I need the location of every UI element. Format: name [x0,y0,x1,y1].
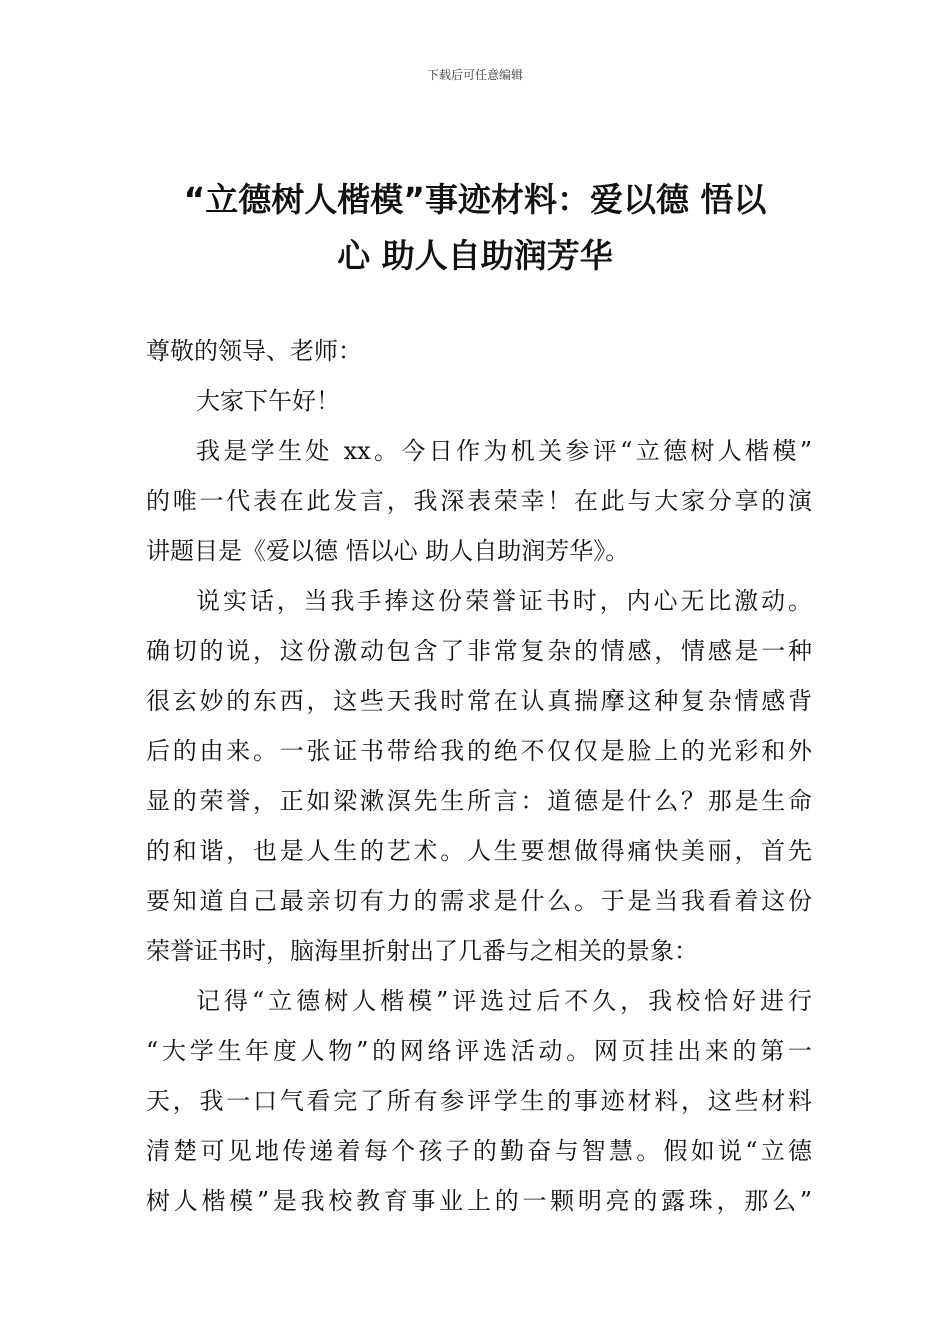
document-title [130,172,820,284]
paragraph-line: 的唯一代表在此发言，我深表荣幸！在此与大家分享的演 [146,487,812,515]
paragraph-line: 显的荣誉，正如梁漱溟先生所言：道德是什么？那是生命 [146,787,812,815]
paragraph-line: 确切的说，这份激动包含了非常复杂的情感，情感是一种 [146,637,812,665]
title-line-1: “立德树人楷模”事迹材料：爱以德 悟以 [183,180,767,219]
paragraph-line: 后的由来。一张证书带给我的绝不仅仅是脸上的光彩和外 [146,737,812,765]
document-body [146,326,812,1226]
paragraph-line: 要知道自己最亲切有力的需求是什么。于是当我看着这份 [146,887,812,915]
paragraph-intro [146,426,812,576]
salutation: 尊敬的领导、老师： [146,337,362,365]
paragraph-line: 的和谐，也是人生的艺术。人生要想做得痛快美丽，首先 [146,837,812,865]
paragraph-line: 树人楷模”是我校教育事业上的一颗明亮的露珠，那么” [146,1187,812,1215]
header-note: 下载后可任意编辑 [426,68,523,82]
greeting: 大家下午好！ [196,387,340,415]
paragraph-line: 很玄妙的东西，这些天我时常在认真揣摩这种复杂情感背 [146,687,812,715]
paragraph-line: 说实话，当我手捧这份荣誉证书时，内心无比激动。 [196,587,812,615]
paragraph-line: 荣誉证书时，脑海里折射出了几番与之相关的景象： [146,937,698,965]
paragraph-line: 清楚可见地传递着每个孩子的勤奋与智慧。假如说“立德 [146,1137,812,1165]
paragraph-memory [146,976,812,1226]
paragraph-line: “大学生年度人物”的网络评选活动。网页挂出来的第一 [146,1037,812,1065]
paragraph-line: 我是学生处 xx。今日作为机关参评“立德树人楷模” [196,437,812,465]
paragraph-line: 讲题目是《爱以德 悟以心 助人自助润芳华》。 [146,537,630,565]
title-line-2: 心 助人自助润芳华 [337,236,613,275]
paragraph-reflection [146,576,812,976]
paragraph-line: 天，我一口气看完了所有参评学生的事迹材料，这些材料 [146,1087,812,1115]
paragraph-line: 记得“立德树人楷模”评选过后不久，我校恰好进行 [196,987,812,1015]
